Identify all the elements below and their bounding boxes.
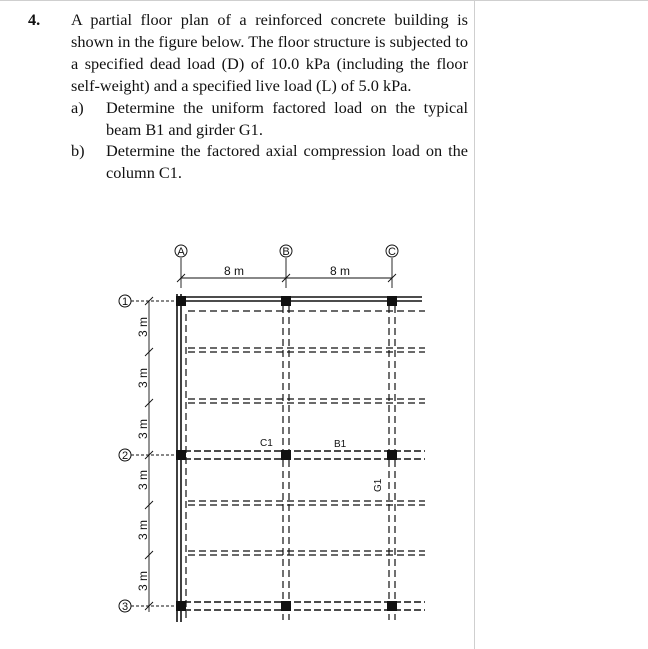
grid-label-3: 3: [121, 601, 129, 613]
problem-number: 4.: [28, 10, 41, 29]
column-c3: [387, 601, 397, 611]
part-label: a): [71, 97, 84, 117]
column-b2: [281, 450, 291, 460]
problem-block: [28, 9, 468, 184]
column-b3: [281, 601, 291, 611]
column-label: C1: [260, 438, 273, 449]
grid-label-b: B: [282, 246, 290, 258]
bay-span-label: 8 m: [223, 264, 245, 278]
floor-plan-svg: [100, 230, 440, 630]
grid-label-1: 1: [121, 296, 129, 308]
problem-part-a: [71, 97, 468, 141]
column-c2: [387, 450, 397, 460]
girder-label: G1: [373, 478, 384, 492]
column-b1: [281, 296, 291, 306]
column-a2: [176, 450, 186, 460]
beam-spacing-label: 3 m: [136, 367, 150, 389]
beam-spacing-label: 3 m: [136, 519, 150, 541]
floor-plan-figure: [100, 230, 440, 630]
grid-label-a: A: [177, 246, 185, 258]
part-text: Determine the uniform factored load on the typical beam B1 and girder G1.: [106, 97, 468, 139]
grid-label-2: 2: [121, 450, 129, 462]
grid-label-c: C: [388, 246, 396, 258]
spacing-dimension-line: [131, 297, 180, 612]
bay-dimension-line: [177, 258, 396, 288]
beam-spacing-label: 3 m: [136, 316, 150, 338]
beam-spacing-label: 3 m: [136, 570, 150, 592]
columns: [176, 296, 397, 611]
problem-statement: A partial floor plan of a reinforced concrete building is shown in the figure below. The floor structure is subjected to a specified dead load (D) of 10.0 kPa (including the floor self-weight) and a specified live load (L) of 5.0 kPa.: [71, 10, 468, 95]
beam-label: B1: [334, 439, 347, 450]
edge-beams: [177, 294, 422, 622]
column-c1-grid: [387, 296, 397, 306]
column-a1: [176, 296, 186, 306]
page-top-border: [0, 0, 648, 1]
beam-spacing-label: 3 m: [136, 418, 150, 440]
problem-part-b: [71, 140, 468, 184]
part-text: Determine the factored axial compression load on the column C1.: [106, 141, 468, 183]
column-girders: [186, 306, 395, 620]
page-right-border: [474, 0, 475, 649]
bay-span-label: 8 m: [329, 264, 351, 278]
beam-spacing-label: 3 m: [136, 469, 150, 491]
column-a3: [176, 601, 186, 611]
part-label: b): [71, 141, 85, 161]
